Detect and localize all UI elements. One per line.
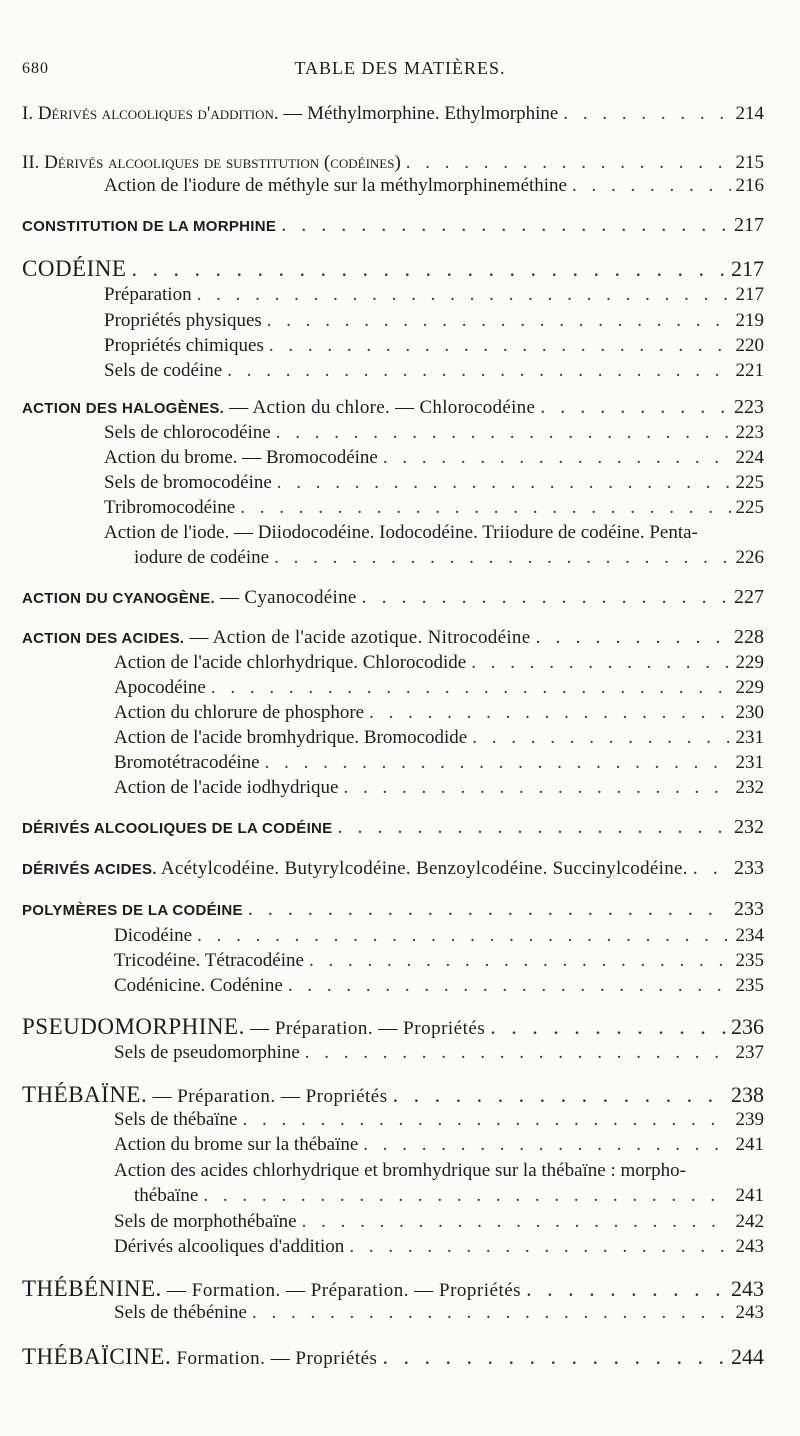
dot-leader <box>383 447 731 469</box>
entry-label: DÉRIVÉS ACIDES. <box>22 861 157 878</box>
toc-entry <box>114 925 764 947</box>
toc-entry <box>104 310 764 332</box>
entry-page: 217 <box>735 284 764 305</box>
entry-label: PSEUDOMORPHINE. <box>22 1014 245 1039</box>
entry-label: ACTION DU CYANOGÈNE. <box>22 590 215 607</box>
entry-label: CODÉINE <box>22 256 127 281</box>
dot-leader <box>240 497 730 519</box>
toc-entry <box>22 1082 764 1108</box>
entry-label: Bromotétracodéine <box>114 752 260 773</box>
toc-entry-line: Action des acides chlorhydrique et bromhydrique sur la thébaïne : morpho- <box>114 1160 686 1181</box>
entry-rest: — Action de l'acide azotique. Nitrocodéine <box>184 627 531 648</box>
toc-entry <box>134 547 764 569</box>
entry-prefix: I. <box>22 103 38 124</box>
entry-page: 234 <box>735 925 764 946</box>
dot-leader <box>393 1082 726 1108</box>
entry-rest: — Cyanocodéine <box>214 587 357 608</box>
dot-leader <box>471 652 730 674</box>
entry-label: Sels de thébaïne <box>114 1109 238 1130</box>
dot-leader <box>281 214 729 237</box>
entry-page: 214 <box>735 103 764 124</box>
dot-leader <box>302 1211 731 1233</box>
entry-rest: — Préparation. — Propriétés <box>244 1018 486 1039</box>
toc-entry <box>114 950 764 972</box>
dot-leader <box>472 727 730 749</box>
dot-leader <box>211 677 731 699</box>
entry-prefix: II. <box>22 152 45 173</box>
entry-page: 220 <box>735 335 764 356</box>
toc-entry <box>114 752 764 774</box>
toc-entry <box>134 1185 764 1207</box>
toc-entry-line: Action de l'iode. — Diiodocodéine. Iodocodéine. Triiodure de codéine. Penta- <box>104 522 698 543</box>
dot-leader <box>338 816 730 839</box>
entry-page: 235 <box>735 950 764 971</box>
entry-page: 228 <box>734 626 764 648</box>
toc-entry <box>114 1211 764 1233</box>
entry-label: Sels de thébénine <box>114 1302 247 1323</box>
toc-entry <box>22 152 764 174</box>
entry-label: DÉRIVÉS ALCOOLIQUES DE LA CODÉINE <box>22 820 333 837</box>
entry-label: Sels de bromocodéine <box>104 472 272 493</box>
toc-entry <box>104 335 764 357</box>
dot-leader <box>369 702 730 724</box>
entry-page: 238 <box>731 1082 764 1107</box>
dot-leader <box>490 1014 726 1040</box>
entry-rest: Acétylcodéine. Butyrylcodéine. Benzoylcodéine. Succinylcodéine. <box>156 858 688 879</box>
toc-entry <box>104 472 764 494</box>
toc-entry <box>22 626 764 649</box>
entry-page: 237 <box>735 1042 764 1063</box>
dot-leader <box>693 857 729 880</box>
dot-leader <box>252 1302 731 1324</box>
entry-rest: — Action du chlore. — Chlorocodéine <box>224 397 536 418</box>
dot-leader <box>382 1344 726 1370</box>
entry-label: POLYMÈRES DE LA CODÉINE <box>22 902 243 919</box>
dot-leader <box>242 1109 730 1131</box>
dot-leader <box>197 925 730 947</box>
entry-label: iodure de codéine <box>134 547 270 568</box>
dot-leader <box>131 256 726 282</box>
entry-page: 219 <box>735 310 764 331</box>
entry-page: 223 <box>734 396 764 418</box>
entry-page: 223 <box>735 422 764 443</box>
entry-page: 217 <box>731 256 764 281</box>
entry-page: 216 <box>735 175 764 196</box>
entry-page: 221 <box>735 360 764 381</box>
toc-entry <box>104 175 764 197</box>
entry-label: Sels de morphothébaïne <box>114 1211 297 1232</box>
entry-page: 226 <box>735 547 764 568</box>
entry-page: 229 <box>735 652 764 673</box>
toc-entry <box>114 652 764 674</box>
entry-page: 233 <box>734 898 764 920</box>
entry-page: 231 <box>735 727 764 748</box>
entry-page: 233 <box>734 857 764 879</box>
entry-page: 230 <box>735 702 764 723</box>
entry-label: Sels de pseudomorphine <box>114 1042 300 1063</box>
entry-label: Action de l'acide chlorhydrique. Chlorocodide <box>114 652 467 673</box>
toc-entry <box>114 677 764 699</box>
entry-label: Tricodéine. Tétracodéine <box>114 950 304 971</box>
toc-entry <box>114 702 764 724</box>
dot-leader <box>274 547 730 569</box>
entry-label: Apocodéine <box>114 677 206 698</box>
entry-label: Action de l'acide iodhydrique <box>114 777 339 798</box>
entry-page: 236 <box>731 1014 764 1039</box>
dot-leader <box>406 152 731 174</box>
toc-entry <box>114 1302 764 1324</box>
entry-page: 232 <box>734 816 764 838</box>
dot-leader <box>265 752 731 774</box>
dot-leader <box>269 335 731 357</box>
entry-page: 243 <box>731 1276 764 1301</box>
toc-entry <box>114 1042 764 1064</box>
dot-leader <box>227 360 730 382</box>
entry-label: Propriétés physiques <box>104 310 262 331</box>
entry-page: 217 <box>734 214 764 236</box>
entry-page: 227 <box>734 586 764 608</box>
entry-page: 229 <box>735 677 764 698</box>
toc-entry <box>104 497 764 519</box>
toc-entry <box>114 1236 764 1258</box>
dot-leader <box>248 898 729 921</box>
dot-leader <box>535 626 729 649</box>
dot-leader <box>267 310 731 332</box>
toc-entry <box>22 1014 764 1040</box>
entry-label: Propriétés chimiques <box>104 335 264 356</box>
dot-leader <box>277 472 731 494</box>
toc-entry <box>22 396 764 419</box>
entry-label: Préparation <box>104 284 192 305</box>
dot-leader <box>363 1134 730 1156</box>
entry-label: ACTION DES HALOGÈNES. <box>22 400 225 417</box>
dot-leader <box>540 396 729 419</box>
entry-label: THÉBÉNINE. <box>22 1276 162 1301</box>
entry-label: Action du brome. — Bromocodéine <box>104 447 378 468</box>
entry-label: thébaïne <box>134 1185 199 1206</box>
toc-entry <box>22 1276 764 1302</box>
entry-page: 241 <box>735 1134 764 1155</box>
entry-page: 239 <box>735 1109 764 1130</box>
entry-label: Dicodéine <box>114 925 193 946</box>
entry-label: THÉBAÏNE. <box>22 1082 148 1107</box>
toc-entry <box>22 857 764 880</box>
entry-label: Action du brome sur la thébaïne <box>114 1134 359 1155</box>
entry-page: 243 <box>735 1302 764 1323</box>
entry-page: 225 <box>735 472 764 493</box>
entry-label: Dérivés alcooliques d'addition <box>114 1236 345 1257</box>
page-header <box>0 56 800 80</box>
entry-label: Action de l'acide bromhydrique. Bromocodide <box>114 727 468 748</box>
toc-entry <box>114 975 764 997</box>
entry-page: 231 <box>735 752 764 773</box>
entry-page: 243 <box>735 1236 764 1257</box>
entry-label: Tribromocodéine <box>104 497 236 518</box>
toc-entry <box>104 284 764 306</box>
entry-page: 225 <box>735 497 764 518</box>
entry-label: Action de l'iodure de méthyle sur la méthylmorphineméthine <box>104 175 567 196</box>
entry-page: 232 <box>735 777 764 798</box>
entry-rest: — Préparation. — Propriétés <box>147 1086 388 1107</box>
toc-entry <box>114 1134 764 1156</box>
entry-page: 244 <box>731 1344 764 1369</box>
dot-leader <box>344 777 731 799</box>
toc-entry <box>114 1109 764 1131</box>
toc-entry <box>22 1344 764 1370</box>
entry-label: Dérivés alcooliques de substitution (codéines) <box>44 152 401 173</box>
dot-leader <box>563 103 730 125</box>
dot-leader <box>349 1236 730 1258</box>
dot-leader <box>526 1276 726 1302</box>
toc-entry <box>22 214 764 237</box>
entry-label: Sels de chlorocodéine <box>104 422 271 443</box>
dot-leader <box>276 422 731 444</box>
entry-rest: Formation. — Propriétés <box>171 1348 378 1369</box>
entry-page: 235 <box>735 975 764 996</box>
entry-label: ACTION DES ACIDES. <box>22 630 185 647</box>
entry-label: CONSTITUTION DE LA MORPHINE <box>22 218 277 235</box>
toc-entry <box>22 103 764 125</box>
running-title: TABLE DES MATIÈRES. <box>294 58 506 78</box>
toc-entry <box>104 360 764 382</box>
toc-entry <box>22 586 764 609</box>
entry-rest: — Formation. — Préparation. — Propriétés <box>161 1280 522 1301</box>
dot-leader <box>362 586 729 609</box>
entry-page: 224 <box>735 447 764 468</box>
dot-leader <box>288 975 731 997</box>
entry-label: THÉBAÏCINE. <box>22 1344 172 1369</box>
dot-leader <box>309 950 731 972</box>
dot-leader <box>305 1042 731 1064</box>
entry-page: 215 <box>735 152 764 173</box>
toc-entry <box>104 422 764 444</box>
entry-page: 241 <box>735 1185 764 1206</box>
dot-leader <box>203 1185 730 1207</box>
toc-entry <box>114 777 764 799</box>
page-number: 680 <box>22 60 49 77</box>
entry-label: Sels de codéine <box>104 360 223 381</box>
toc-entry <box>114 727 764 749</box>
toc-entry <box>104 447 764 469</box>
toc-entry <box>22 816 764 839</box>
entry-page: 242 <box>735 1211 764 1232</box>
toc-entry <box>22 256 764 282</box>
entry-rest: — Méthylmorphine. Ethylmorphine <box>278 103 559 124</box>
entry-label: Dérivés alcooliques d'addition. <box>37 103 279 124</box>
entry-label: Codénicine. Codénine <box>114 975 283 996</box>
dot-leader <box>197 284 731 306</box>
entry-label: Action du chlorure de phosphore <box>114 702 365 723</box>
toc-entry <box>22 898 764 921</box>
dot-leader <box>572 175 731 197</box>
